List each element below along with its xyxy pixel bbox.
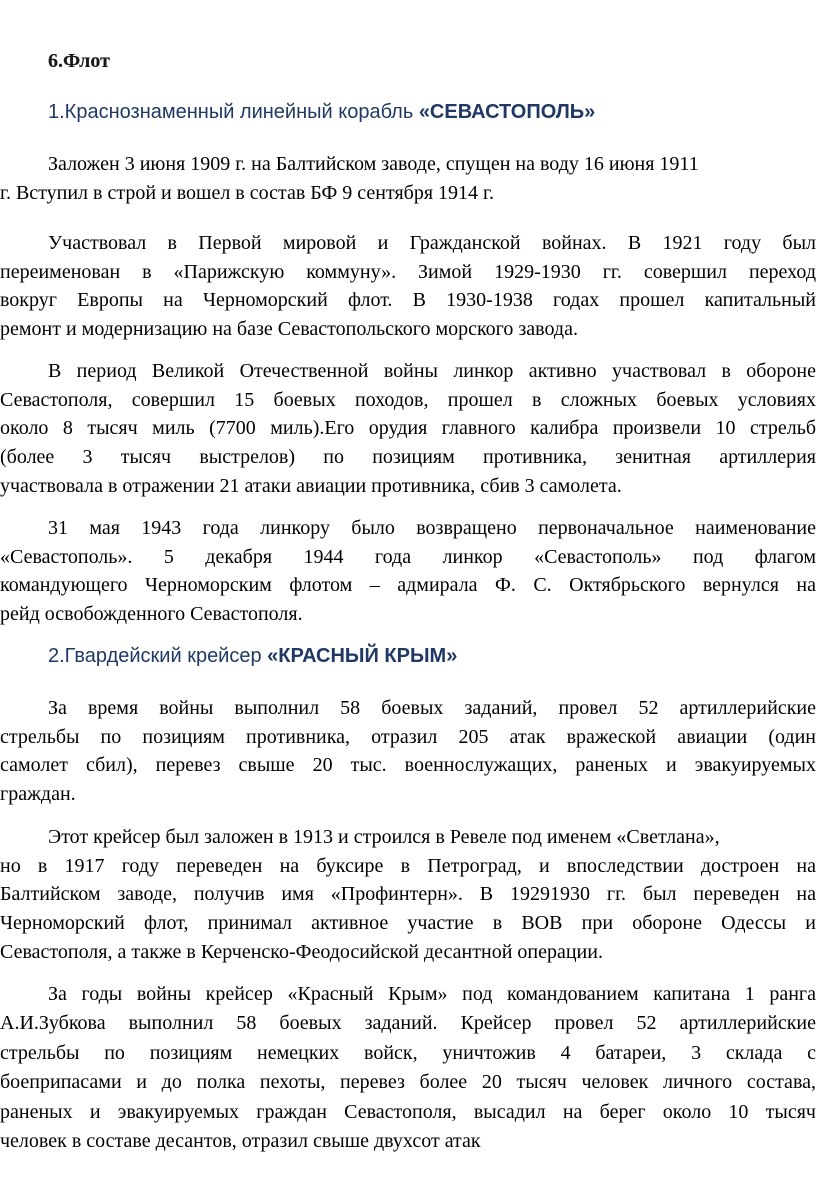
paragraph-line: Заложен 3 июня 1909 г. на Балтийском заводе, спущен на воду 16 июня 1911: [48, 153, 699, 175]
paragraph-line: человек в составе десантов, отразил свыше двухсот атак: [0, 1130, 481, 1152]
paragraph-line: участвовала в отражении 21 атаки авиации противника, сбив 3 самолета.: [0, 475, 622, 497]
paragraph-line: около 8 тысяч миль (7700 миль).Его орудия главного калибра произвели 10 стрельб: [0, 417, 816, 439]
paragraph-line: За время войны выполнил 58 боевых заданий, провел 52 артиллерийские: [48, 697, 816, 719]
paragraph-line: В период Великой Отечественной войны линкор активно участвовал в обороне: [48, 360, 816, 382]
paragraph-line: (более 3 тысяч выстрелов) по позициям противника, зенитная артиллерия: [0, 446, 816, 468]
paragraph-line: А.И.Зубкова выполнил 58 боевых заданий. Крейсер провел 52 артиллерийские: [0, 1012, 816, 1034]
ship-heading-sevastopol: [48, 98, 595, 126]
paragraph-line: командующего Черноморским флотом – адмирала Ф. С. Октябрьского вернулся на: [0, 574, 816, 596]
paragraph-line: самолет сбил), перевез свыше 20 тыс. военнослужащих, раненых и эвакуируемых: [0, 754, 816, 776]
ship-heading-prefix: 1.Краснознаменный линейный корабль: [48, 101, 419, 123]
paragraph-line: стрельбы по позициям немецких войск, уничтожив 4 батареи, 3 склада с: [0, 1042, 816, 1064]
paragraph-line: г. Вступил в строй и вошел в состав БФ 9 сентября 1914 г.: [0, 182, 494, 204]
paragraph-line: Балтийском заводе, получив имя «Профинтерн». В 19291930 гг. был переведен на: [0, 883, 816, 905]
paragraph-line: Севастополя, совершил 15 боевых походов, прошел в сложных боевых условиях: [0, 389, 816, 411]
paragraph-line: но в 1917 году переведен на буксире в Петроград, и впоследствии достроен на: [0, 855, 816, 877]
ship-name: «КРАСНЫЙ КРЫМ»: [267, 645, 458, 667]
paragraph-line: Участвовал в Первой мировой и Гражданской войнах. В 1921 году был: [48, 232, 816, 254]
paragraph-line: «Севастополь». 5 декабря 1944 года линкор «Севастополь» под флагом: [0, 546, 816, 568]
paragraph-line: За годы войны крейсер «Красный Крым» под командованием капитана 1 ранга: [48, 983, 816, 1005]
paragraph-line: стрельбы по позициям противника, отразил 205 атак вражеской авиации (один: [0, 726, 816, 748]
paragraph-line: Черноморский флот, принимал активное участие в ВОВ при обороне Одессы и: [0, 912, 816, 934]
paragraph-line: переименован в «Парижскую коммуну». Зимой 1929-1930 гг. совершил переход: [0, 261, 816, 283]
paragraph-line: ремонт и модернизацию на базе Севастопольского морского завода.: [0, 318, 578, 340]
paragraph-line: рейд освобожденного Севастополя.: [0, 603, 303, 625]
section-title: 6.Флот: [48, 50, 110, 72]
paragraph-line: 31 мая 1943 года линкору было возвращено первоначальное наименование: [48, 517, 816, 539]
ship-heading-krasny-krym: [48, 642, 457, 670]
paragraph-line: раненых и эвакуируемых граждан Севастополя, высадил на берег около 10 тысяч: [0, 1101, 816, 1123]
ship-name: «СЕВАСТОПОЛЬ»: [418, 101, 596, 123]
paragraph-line: боеприпасами и до полка пехоты, перевез более 20 тысяч человек личного состава,: [0, 1071, 816, 1093]
paragraph-line: вокруг Европы на Черноморский флот. В 1930-1938 годах прошел капитальный: [0, 289, 816, 311]
paragraph-line: Севастополя, а также в Керченско-Феодосийской десантной операции.: [0, 941, 603, 963]
paragraph-line: Этот крейсер был заложен в 1913 и строился в Ревеле под именем «Светлана»,: [48, 826, 720, 848]
ship-heading-prefix: 2.Гвардейский крейсер: [48, 645, 268, 667]
paragraph-line: граждан.: [0, 783, 76, 805]
